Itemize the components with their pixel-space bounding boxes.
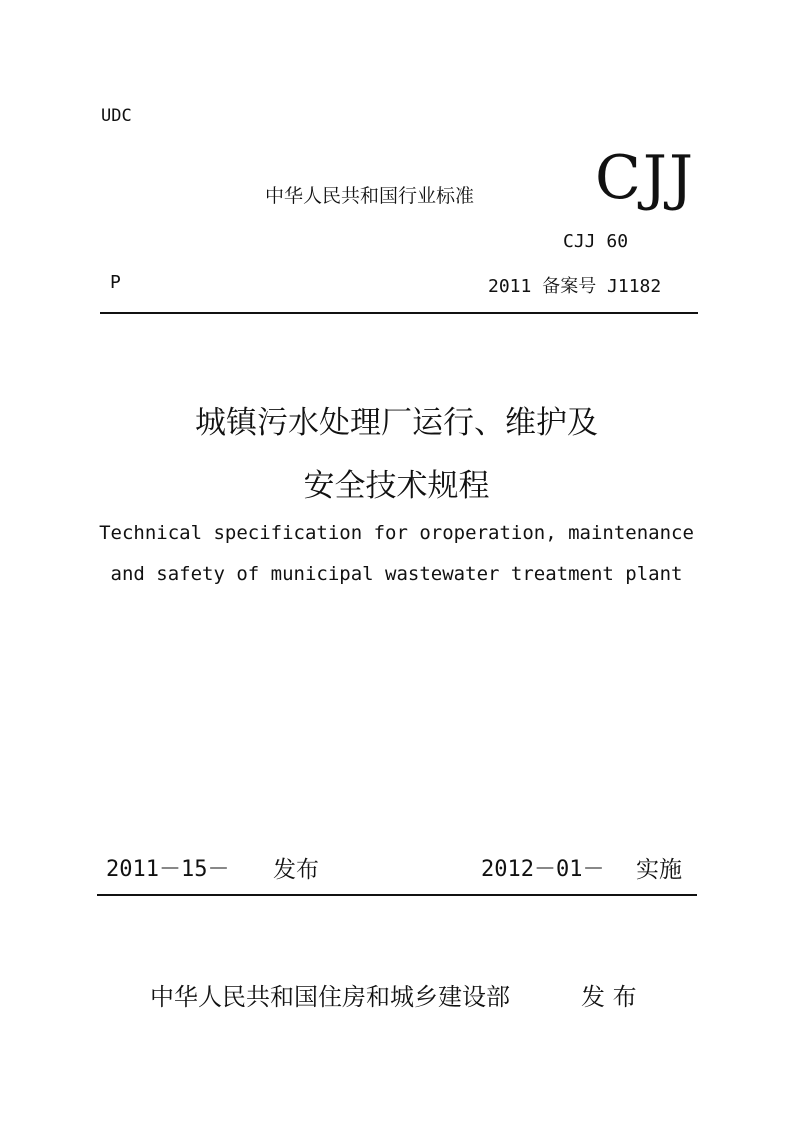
publish-label: 发 布 (581, 983, 637, 1011)
issue-date-rest: －15－ (158, 857, 230, 882)
effective-year: 2012 (481, 857, 534, 882)
classification-code: P (110, 272, 121, 293)
issue-year: 2011 (106, 857, 159, 882)
standard-year: 2011 (488, 276, 532, 297)
header-divider (100, 312, 698, 314)
standard-number-value: 60 (606, 231, 629, 252)
udc-label: UDC (101, 106, 132, 126)
title-zh-line-2: 安全技术规程 (303, 468, 490, 504)
issue-label: 发布 (273, 857, 319, 883)
effective-date (481, 852, 604, 883)
industry-standard-label: 中华人民共和国行业标准 (265, 185, 475, 207)
record-number-line (488, 272, 661, 298)
standard-number-prefix: CJJ (563, 231, 596, 252)
standard-number (563, 231, 628, 252)
issue-date (106, 852, 229, 883)
title-zh-line-1: 城镇污水处理厂运行、维护及 (195, 405, 598, 441)
effective-label: 实施 (636, 857, 682, 883)
record-number-label: 备案号 (542, 276, 597, 297)
dates-divider (97, 894, 697, 896)
title-en-line-2: and safety of municipal wastewater treatment plant (110, 563, 683, 585)
standard-code-logo: CJJ (595, 143, 696, 213)
title-en-line-1: Technical specification for oroperation, maintenance (99, 522, 694, 544)
effective-date-rest: －01－ (533, 857, 605, 882)
ministry-name: 中华人民共和国住房和城乡建设部 (150, 983, 510, 1011)
record-number-value: J1182 (607, 276, 662, 297)
